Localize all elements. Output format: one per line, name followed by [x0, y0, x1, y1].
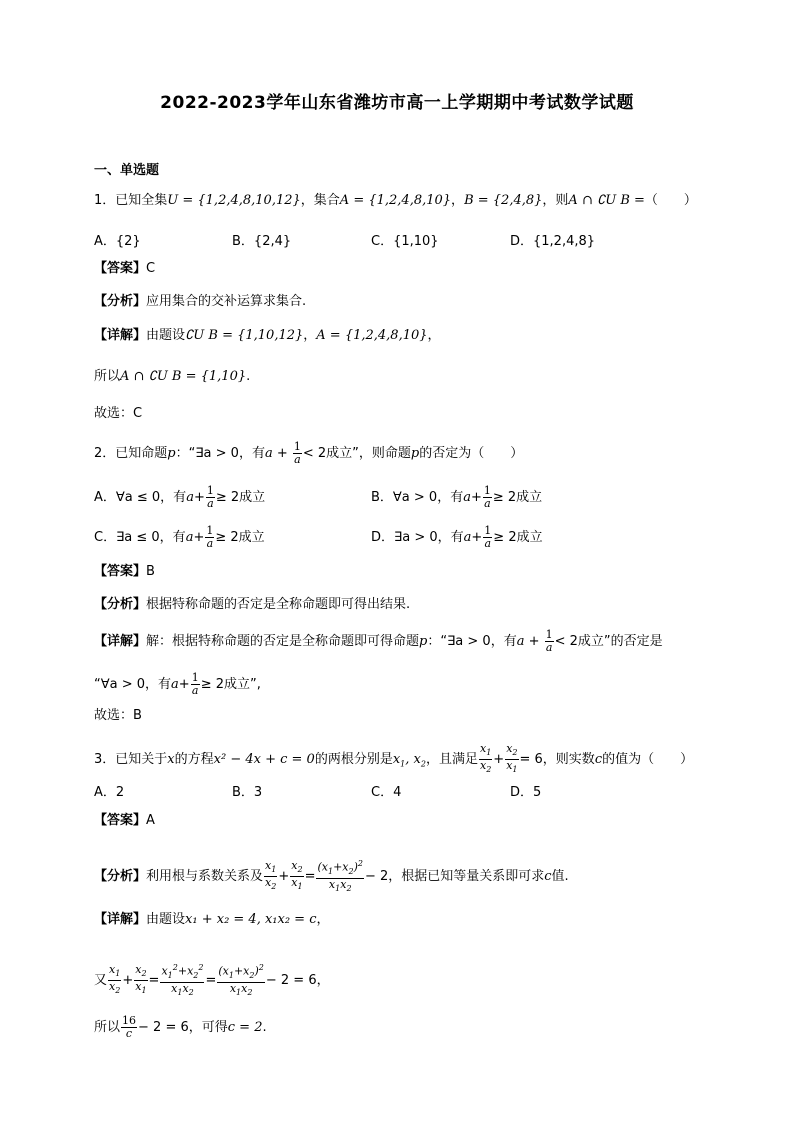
q1-conclusion: 故选：C — [94, 406, 143, 421]
q3-detail-line3: 所以 $\frac{16}{c}$ − 2 = 6，可得c = 2. — [94, 1014, 267, 1040]
q3-option-d: D．5 — [510, 785, 542, 800]
q2-conclusion: 故选：B — [94, 708, 142, 723]
q1-answer: 【答案】C — [94, 261, 156, 276]
q1-option-a: A．{2} — [94, 234, 141, 249]
q1-option-c: C．{1,10} — [371, 234, 439, 249]
q1-set-b: B = {2,4,8} — [464, 193, 543, 208]
q1-analysis: 【分析】应用集合的交补运算求集合. — [94, 294, 307, 309]
q2-option-a: A．∀a ≤ 0，有a+ $\frac{1}{a}$ ≥ 2成立 — [94, 484, 266, 510]
q3-analysis: 【分析】利用根与系数关系及 $\frac{x_1}{x_2}$ + $\frac{x_2}{x_1}$ = $\frac{(x_1+x_2)^2}{x_1x_2}$ − 2，根据已知等量关系即可求c值. — [94, 858, 569, 894]
q3-option-a: A．2 — [94, 785, 125, 800]
section-heading: 一、单选题 — [94, 163, 160, 178]
q2-stem: 2．已知命题p：“∃a > 0，有a + $\frac{1}{a}$ < 2成立”，则命题p的否定为（ ） — [94, 440, 524, 466]
q2-option-b: B．∀a > 0，有a+ $\frac{1}{a}$ ≥ 2成立 — [371, 484, 543, 510]
q2-option-d: D．∃a > 0，有a+ $\frac{1}{a}$ ≥ 2成立 — [371, 524, 543, 550]
q1-expr: A ∩ ∁U B = — [568, 193, 645, 208]
q2-analysis: 【分析】根据特称命题的否定是全称命题即可得出结果. — [94, 597, 411, 612]
q1-stem: 1．已知全集U = {1,2,4,8,10,12}，集合A = {1,2,4,8,10}，B = {2,4,8}，则A ∩ ∁U B =（ ） — [94, 193, 697, 208]
q1-detail: 【详解】由题设∁U B = {1,10,12}，A = {1,2,4,8,10}， — [94, 328, 441, 343]
q3-option-b: B．3 — [232, 785, 263, 800]
q1-set-u: U = {1,2,4,8,10,12} — [167, 193, 301, 208]
q2-detail-line2: “∀a > 0，有a+ $\frac{1}{a}$ ≥ 2成立”, — [94, 671, 261, 697]
q2-detail: 【详解】解：根据特称命题的否定是全称命题即可得命题p：“∃a > 0，有a + $\frac{1}{a}$ < 2成立”的否定是 — [94, 628, 663, 654]
q2-option-c: C．∃a ≤ 0，有a+ $\frac{1}{a}$ ≥ 2成立 — [94, 524, 265, 550]
page-title: 2022-2023学年山东省潍坊市高一上学期期中考试数学试题 — [160, 93, 634, 113]
q3-answer: 【答案】A — [94, 813, 155, 828]
q3-stem: 3．已知关于x的方程x² − 4x + c = 0的两根分别是$x_1$, $x_2$，且满足 $\frac{x_1}{x_2}$ + $\frac{x_2}{x_1}$ = 6，则实数c的值为（ ） — [94, 742, 694, 775]
q1-detail-line2: 所以A ∩ ∁U B = {1,10}. — [94, 369, 251, 384]
q1-option-b: B．{2,4} — [232, 234, 292, 249]
q1-option-d: D．{1,2,4,8} — [510, 234, 596, 249]
q3-option-c: C．4 — [371, 785, 402, 800]
q3-detail: 【详解】由题设x₁ + x₂ = 4, x₁x₂ = c， — [94, 912, 330, 927]
q3-detail-line2: 又 $\frac{x_1}{x_2}$ + $\frac{x_2}{x_1}$ = $\frac{x_1^2+x_2^2}{x_1x_2}$ = $\frac{(x_1+x_2)^2}{x_1x_2}$ − 2 = 6， — [94, 962, 330, 998]
q2-answer: 【答案】B — [94, 564, 155, 579]
q1-set-a: A = {1,2,4,8,10} — [339, 193, 452, 208]
